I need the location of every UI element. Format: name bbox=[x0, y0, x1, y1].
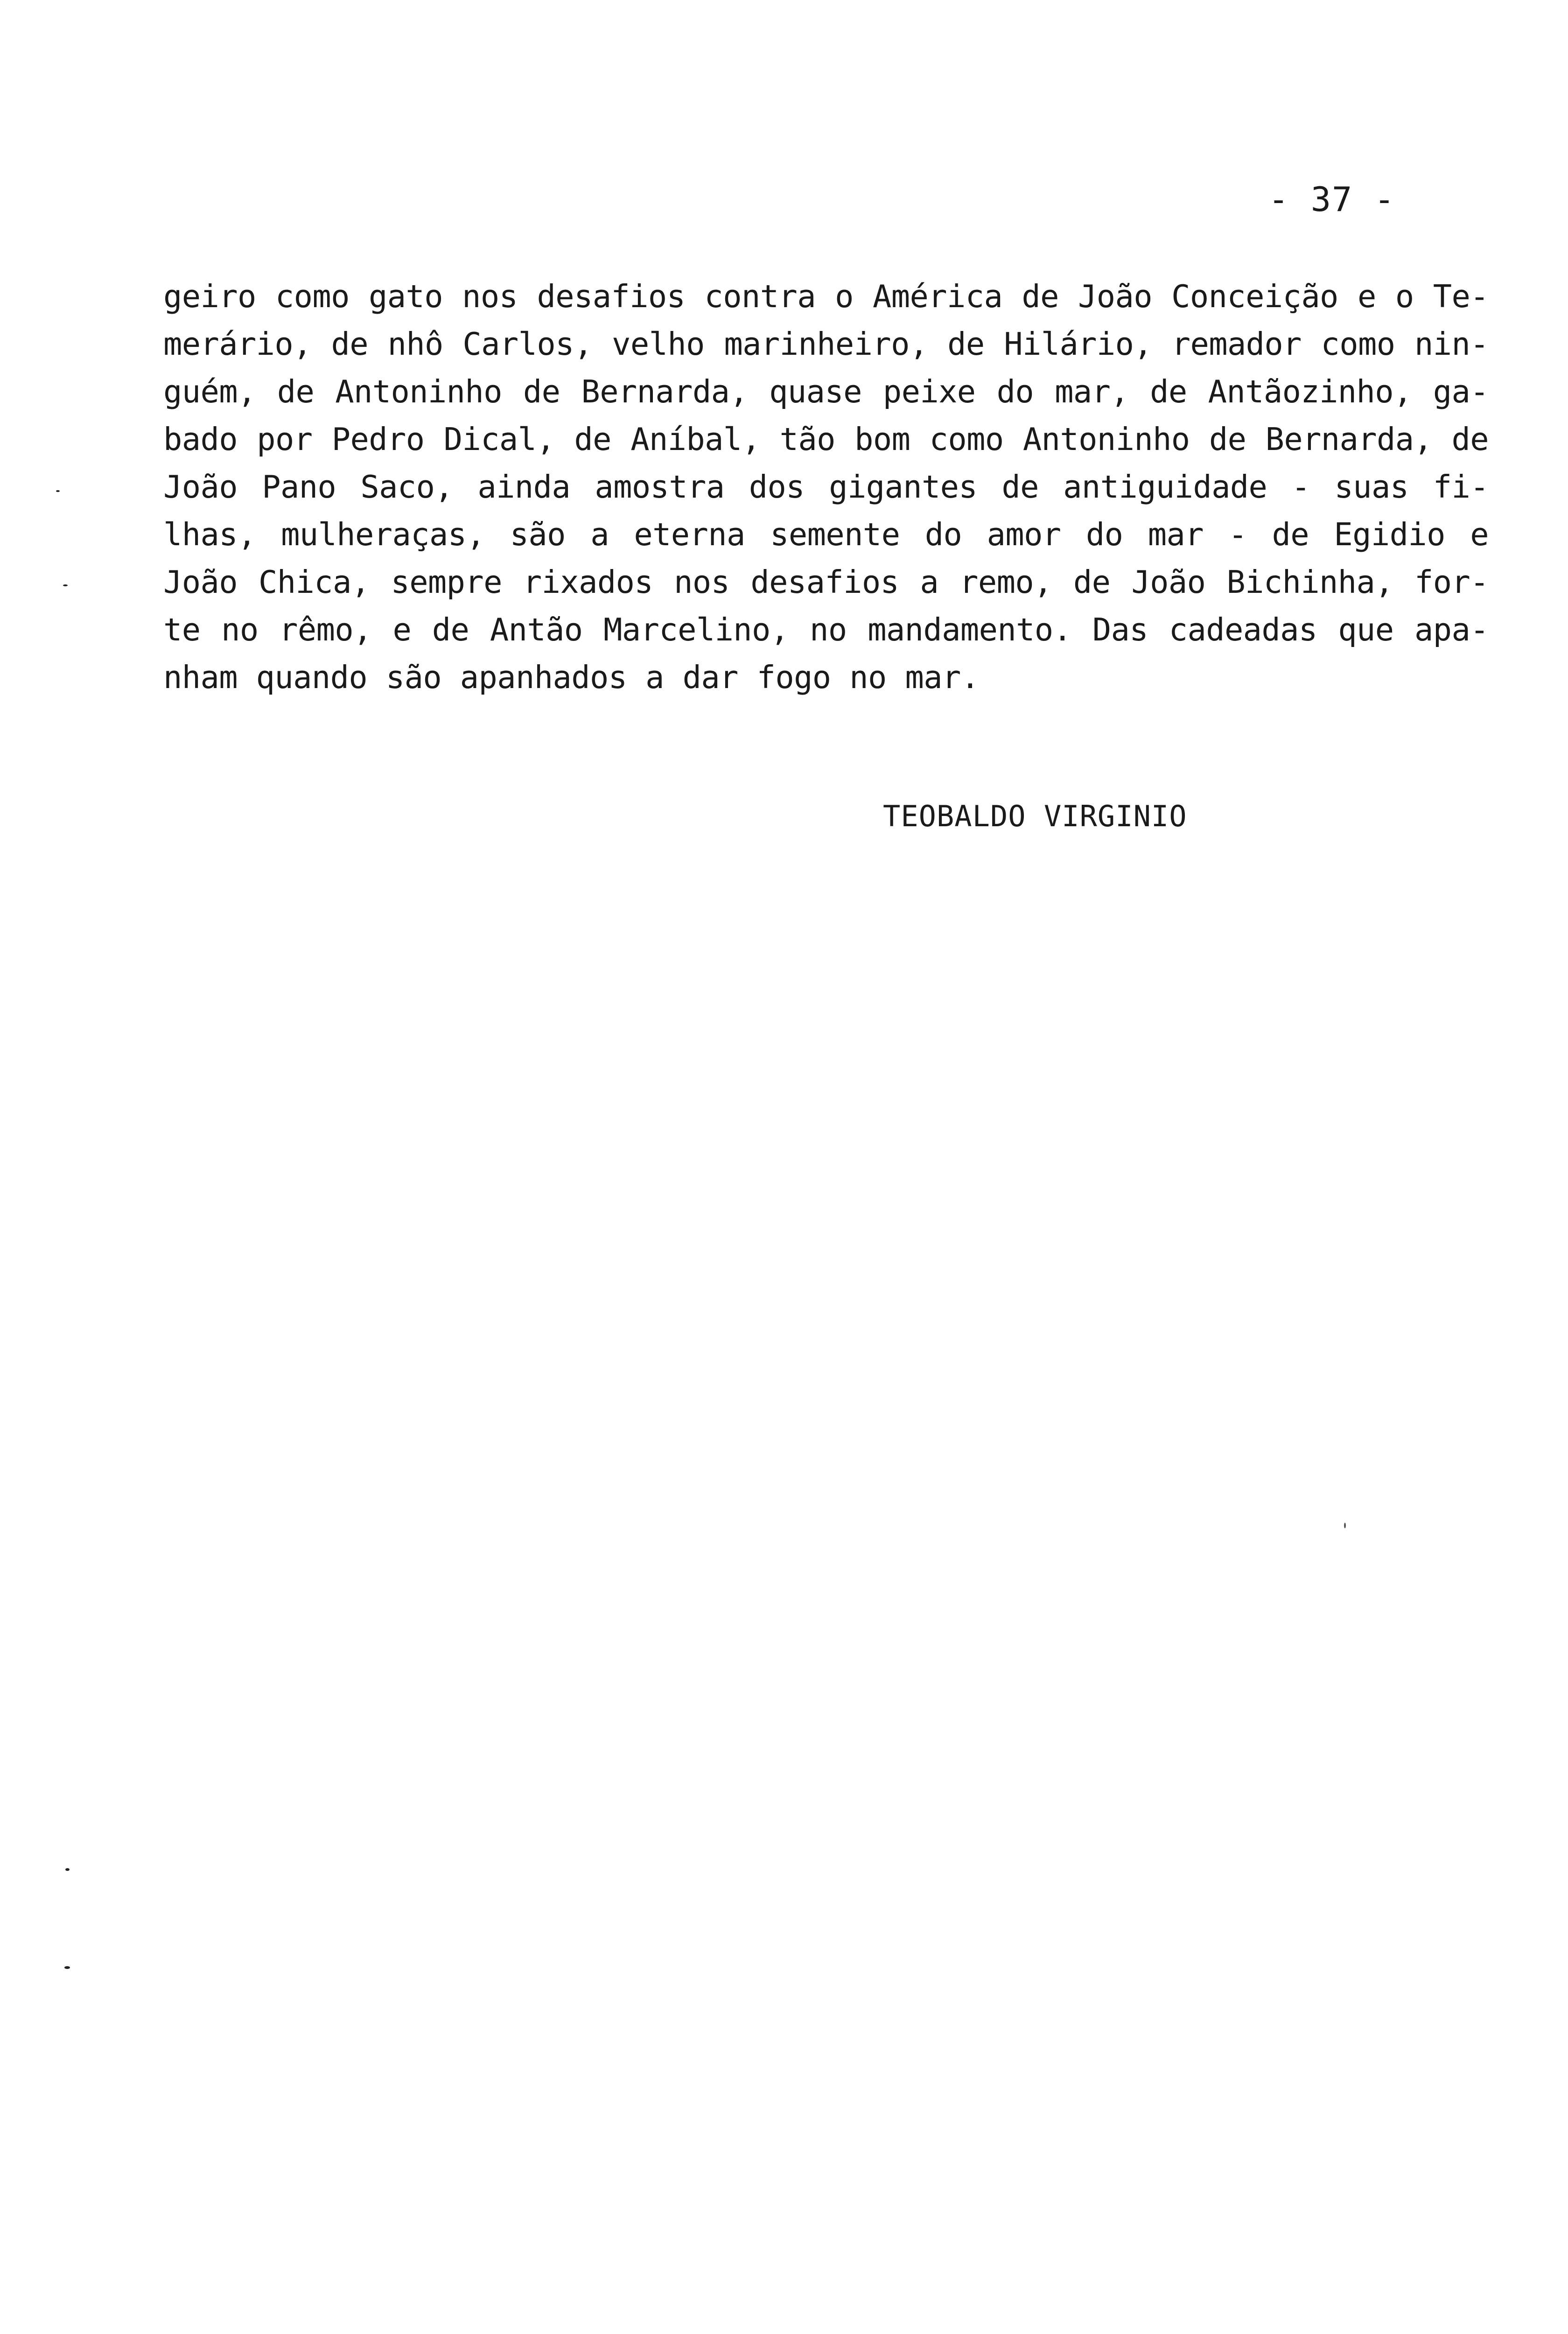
text-line: guém, de Antoninho de Bernarda, quase peixe do mar, de Antãozinho, ga- bbox=[163, 373, 1489, 410]
text-line: te no rêmo, e de Antão Marcelino, no mandamento. Das cadeadas que apa- bbox=[163, 612, 1489, 648]
page-number: - 37 - bbox=[1268, 180, 1396, 219]
text-line: merário, de nhô Carlos, velho marinheiro, de Hilário, remador como nin- bbox=[163, 326, 1489, 362]
body-text bbox=[163, 273, 1489, 701]
text-line: bado por Pedro Dical, de Aníbal, tão bom como Antoninho de Bernarda, de bbox=[163, 421, 1489, 457]
text-line: João Chica, sempre rixados nos desafios a remo, de João Bichinha, for- bbox=[163, 564, 1489, 600]
scan-mark bbox=[1344, 1523, 1346, 1528]
author-signature: TEOBALDO VIRGINIO bbox=[883, 799, 1187, 833]
scan-mark bbox=[64, 1966, 70, 1969]
text-line: João Pano Saco, ainda amostra dos gigantes de antiguidade - suas fi- bbox=[163, 469, 1489, 505]
scan-mark bbox=[63, 584, 68, 586]
scan-mark bbox=[65, 1868, 70, 1871]
text-line: nham quando são apanhados a dar fogo no mar. bbox=[163, 659, 980, 696]
scan-mark bbox=[56, 490, 60, 492]
text-line: lhas, mulheraças, são a eterna semente do amor do mar - de Egidio e bbox=[163, 516, 1489, 553]
text-line: geiro como gato nos desafios contra o América de João Conceição e o Te- bbox=[163, 278, 1489, 315]
